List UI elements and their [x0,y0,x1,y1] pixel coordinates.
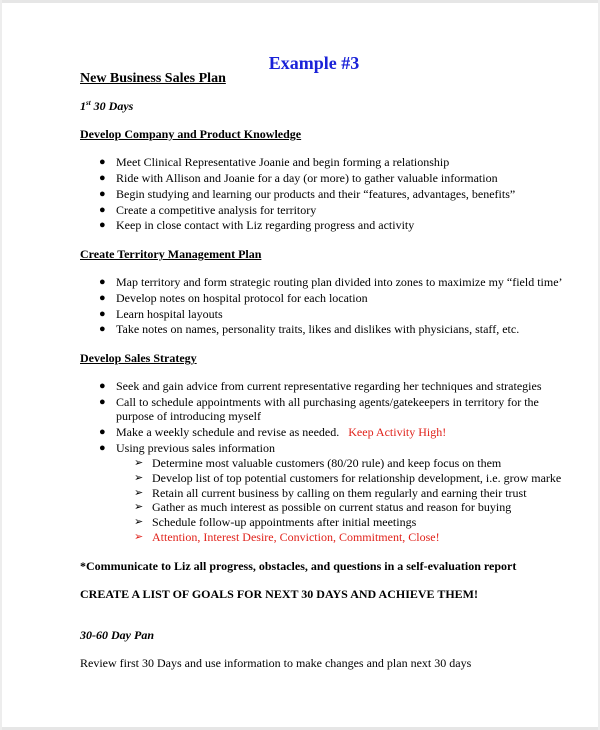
next-period-heading: 30-60 Day Pan [80,628,154,642]
section-heading-territory-plan: Create Territory Management Plan [80,247,262,261]
bullet-icon: ● [99,172,106,184]
list-item: Meet Clinical Representative Joanie and begin forming a relationship [116,155,450,169]
bullet-icon: ● [99,188,106,200]
list-item: Take notes on names, personality traits, likes and dislikes with physicians, staff, etc. [116,322,520,336]
sub-list-item: Schedule follow-up appointments after initial meetings [152,515,417,529]
sub-list-item: Determine most valuable customers (80/20 rule) and keep focus on them [152,456,502,470]
list-item: Call to schedule appointments with all purchasing agents/gatekeepers in territory for the [116,395,539,409]
sub-list-item-highlight: Attention, Interest Desire, Conviction, Commitment, Close! [152,530,440,544]
list-item: Seek and gain advice from current representative regarding her techniques and strategies [116,379,542,393]
bullet-icon: ● [99,308,106,320]
sub-list-item: Gather as much interest as possible on current status and reason for buying [152,500,512,514]
list-item: Create a competitive analysis for territory [116,203,317,217]
communicate-note: *Communicate to Liz all progress, obstacles, and questions in a self-evaluation report [80,559,517,573]
document-subtitle: New Business Sales Plan [80,71,226,86]
page-edge-top [0,0,600,3]
bullet-icon: ● [99,219,106,231]
bullet-icon: ● [99,396,106,408]
list-item: Develop notes on hospital protocol for each location [116,291,368,305]
list-item: Learn hospital layouts [116,307,223,321]
list-item: Using previous sales information [116,441,275,455]
list-item [116,425,446,440]
arrow-bullet-icon: ➢ [134,531,144,543]
first-30-days-text: 30 Days [90,99,134,113]
bullet-icon: ● [99,442,106,454]
bullet-icon: ● [99,204,106,216]
bullet-icon: ● [99,426,106,438]
first-30-days-number: 1 [80,99,86,113]
list-item: Keep in close contact with Liz regarding progress and activity [116,218,415,232]
review-text: Review first 30 Days and use information to make changes and plan next 30 days [80,656,472,670]
arrow-bullet-icon: ➢ [134,457,144,469]
bullet-icon: ● [99,276,106,288]
page-edge-left [0,0,2,730]
first-30-days-label [80,99,133,114]
sub-list-item: Develop list of top potential customers for relationship development, i.e. grow marke [152,471,562,485]
bullet-icon: ● [99,323,106,335]
list-item: Map territory and form strategic routing plan divided into zones to maximize my “field time’ [116,275,563,289]
arrow-bullet-icon: ➢ [134,472,144,484]
bullet-icon: ● [99,380,106,392]
bullet-icon: ● [99,156,106,168]
document-title: Example #3 [268,53,360,73]
arrow-bullet-icon: ➢ [134,501,144,513]
list-item: Ride with Allison and Joanie for a day (or more) to gather valuable information [116,171,498,185]
arrow-bullet-icon: ➢ [134,516,144,528]
sub-list-item: Retain all current business by calling on them regularly and earning their trust [152,486,527,500]
list-item-text: Make a weekly schedule and revise as needed. [116,425,340,439]
section-heading-sales-strategy: Develop Sales Strategy [80,351,197,365]
create-goals-note: CREATE A LIST OF GOALS FOR NEXT 30 DAYS AND ACHIEVE THEM! [80,587,478,601]
list-item: Begin studying and learning our products and their “features, advantages, benefits” [116,187,516,201]
first-30-days-superscript: st [86,99,91,107]
bullet-icon: ● [99,292,106,304]
arrow-bullet-icon: ➢ [134,487,144,499]
keep-activity-high-note: Keep Activity High! [348,425,447,439]
section-heading-company-knowledge: Develop Company and Product Knowledge [80,127,302,141]
list-item-continuation: purpose of introducing myself [116,409,261,423]
